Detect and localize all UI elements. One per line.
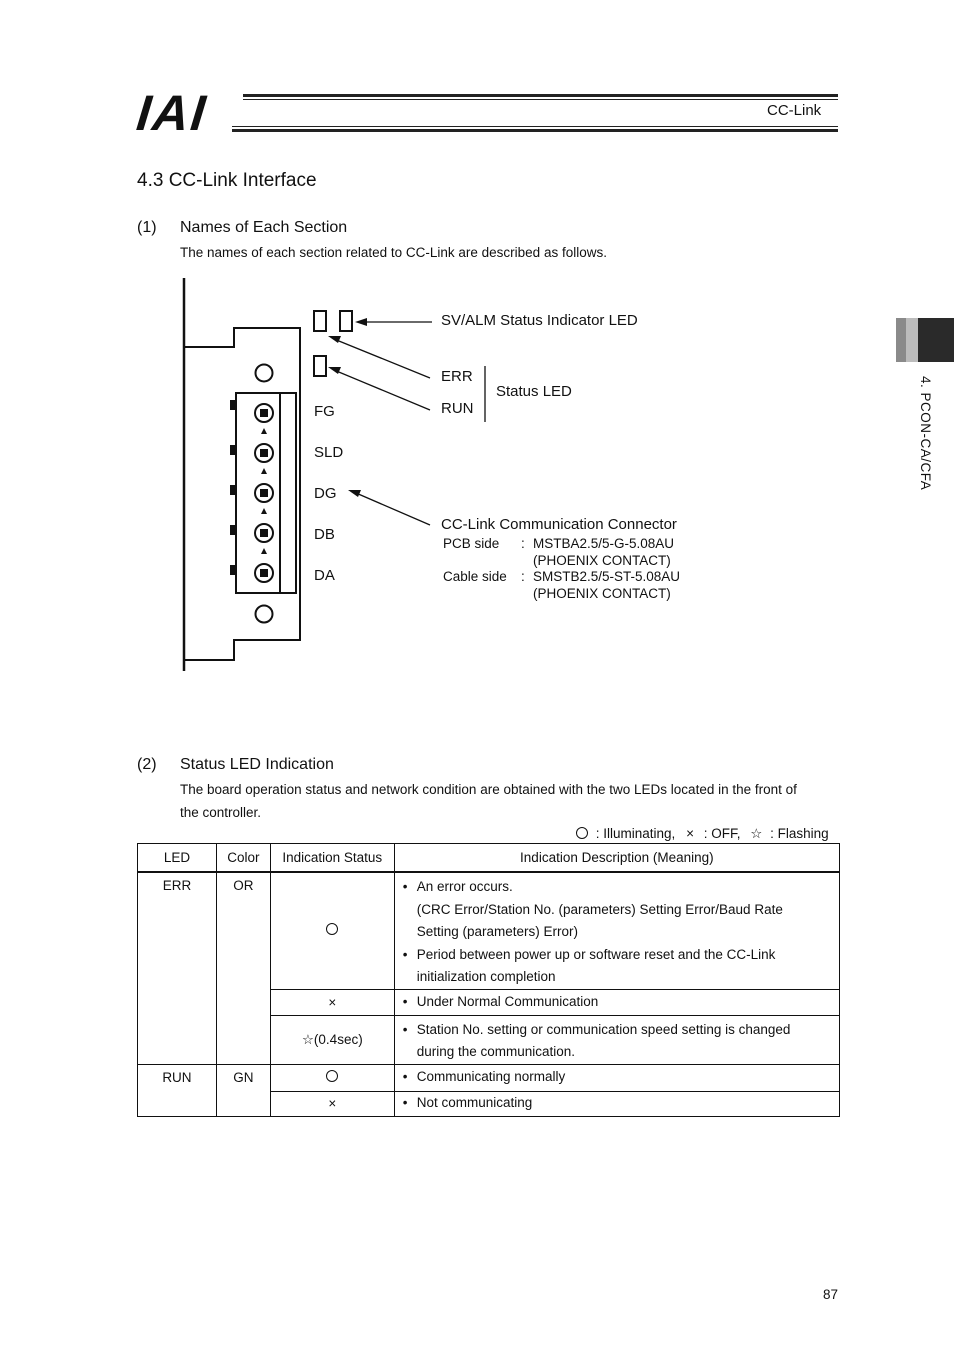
desc-text: An error occurs.	[416, 879, 513, 894]
sv-alm-led-label: SV/ALM Status Indicator LED	[441, 312, 638, 329]
alm-led-rect	[340, 311, 352, 331]
connector-title: CC-Link Communication Connector	[441, 516, 677, 533]
connector-housing	[184, 328, 300, 660]
pcb-side-sep: :	[521, 536, 525, 551]
list-item	[403, 1019, 831, 1064]
err-status-illuminating	[270, 872, 394, 989]
err-status-off: ×	[270, 989, 394, 1015]
illuminating-symbol-icon	[326, 1070, 338, 1082]
pcb-side-value: MSTBA2.5/5-G-5.08AU	[533, 536, 675, 551]
err-label: ERR	[441, 368, 473, 385]
pcb-side-label: PCB side	[443, 536, 500, 551]
desc-text: Station No. setting or communication speed setting is changed	[416, 1021, 791, 1037]
plug-side	[280, 393, 296, 593]
run-status-illuminating	[270, 1064, 394, 1091]
pin-label-dg: DG	[314, 485, 337, 502]
subsection-intro-line2: the controller.	[180, 805, 262, 820]
list-item	[403, 1066, 831, 1089]
sv-led-rect	[314, 311, 326, 331]
flash-symbol-icon: ☆	[750, 826, 763, 841]
legend-off: : OFF,	[703, 826, 741, 841]
run-color-cell: GN	[216, 1064, 270, 1116]
iai-logo: IAI	[134, 85, 210, 141]
subsection-intro-line1: The board operation status and network condition are obtained with the two LEDs located in the front of	[180, 782, 797, 797]
section-title: 4.3 CC-Link Interface	[137, 170, 317, 191]
header-led: LED	[138, 844, 217, 873]
subsection-title: Names of Each Section	[180, 219, 348, 236]
header-color: Color	[216, 844, 270, 873]
header-indication-description: Indication Description (Meaning)	[394, 844, 839, 873]
header-indication-status: Indication Status	[270, 844, 394, 873]
desc-text: during the communication.	[416, 1044, 576, 1059]
cable-side-label: Cable side	[443, 569, 507, 584]
side-tab-label: 4. PCON-CA/CFA	[918, 376, 933, 491]
legend-flashing: : Flashing	[770, 826, 829, 841]
desc-text: Under Normal Communication	[416, 993, 599, 1009]
list-item	[403, 1092, 831, 1115]
err-desc-illuminating	[394, 872, 839, 989]
err-color-cell: OR	[216, 872, 270, 1064]
cable-side-maker: (PHOENIX CONTACT)	[533, 586, 671, 601]
pcb-side-maker: (PHOENIX CONTACT)	[533, 553, 671, 568]
pin-label-db: DB	[314, 526, 335, 543]
table-row	[138, 1064, 840, 1091]
pin-label-da: DA	[314, 567, 335, 584]
cable-side-sep: :	[521, 569, 525, 584]
list-item	[403, 944, 831, 989]
run-desc-illuminating	[394, 1064, 839, 1091]
err-status-flashing: ☆(0.4sec)	[270, 1015, 394, 1064]
pin-label-sld: SLD	[314, 444, 344, 461]
list-item	[403, 876, 831, 944]
desc-text: (CRC Error/Station No. (parameters) Setting Error/Baud Rate	[416, 901, 783, 917]
status-led-rect	[314, 356, 326, 376]
symbol-legend	[576, 826, 829, 842]
run-led-cell: RUN	[138, 1064, 217, 1116]
err-led-cell: ERR	[138, 872, 217, 1064]
subsection-number: (1)	[137, 219, 157, 236]
run-label: RUN	[441, 400, 474, 417]
subsection-number: (2)	[137, 756, 157, 773]
table-row	[138, 872, 840, 989]
desc-text: initialization completion	[416, 969, 556, 984]
run-status-off: ×	[270, 1091, 394, 1116]
err-desc-flashing	[394, 1015, 839, 1064]
page-number: 87	[823, 1287, 839, 1302]
screw-hole-bottom	[256, 606, 273, 623]
status-led-table	[137, 843, 840, 1117]
desc-text: Not communicating	[416, 1095, 533, 1111]
desc-text: Setting (parameters) Error)	[416, 924, 578, 939]
illuminating-symbol-icon	[576, 827, 588, 839]
desc-text: Period between power up or software reset and the CC-Link	[416, 946, 776, 962]
run-desc-off	[394, 1091, 839, 1116]
desc-text: Communicating normally	[416, 1069, 566, 1085]
subsection-title: Status LED Indication	[180, 756, 334, 773]
pin-label-fg: FG	[314, 403, 335, 420]
cable-side-value: SMSTB2.5/5-ST-5.08AU	[533, 569, 681, 584]
table-header-row	[138, 844, 840, 873]
screw-hole-top	[256, 365, 273, 382]
off-symbol-icon: ×	[686, 826, 694, 841]
illuminating-symbol-icon	[326, 923, 338, 935]
status-led-label: Status LED	[496, 383, 572, 400]
subsection-intro: The names of each section related to CC-Link are described as follows.	[180, 245, 607, 260]
list-item	[403, 991, 831, 1014]
header-section-label: CC-Link	[767, 102, 822, 119]
legend-illuminating: : Illuminating,	[595, 826, 676, 841]
err-desc-off	[394, 989, 839, 1015]
